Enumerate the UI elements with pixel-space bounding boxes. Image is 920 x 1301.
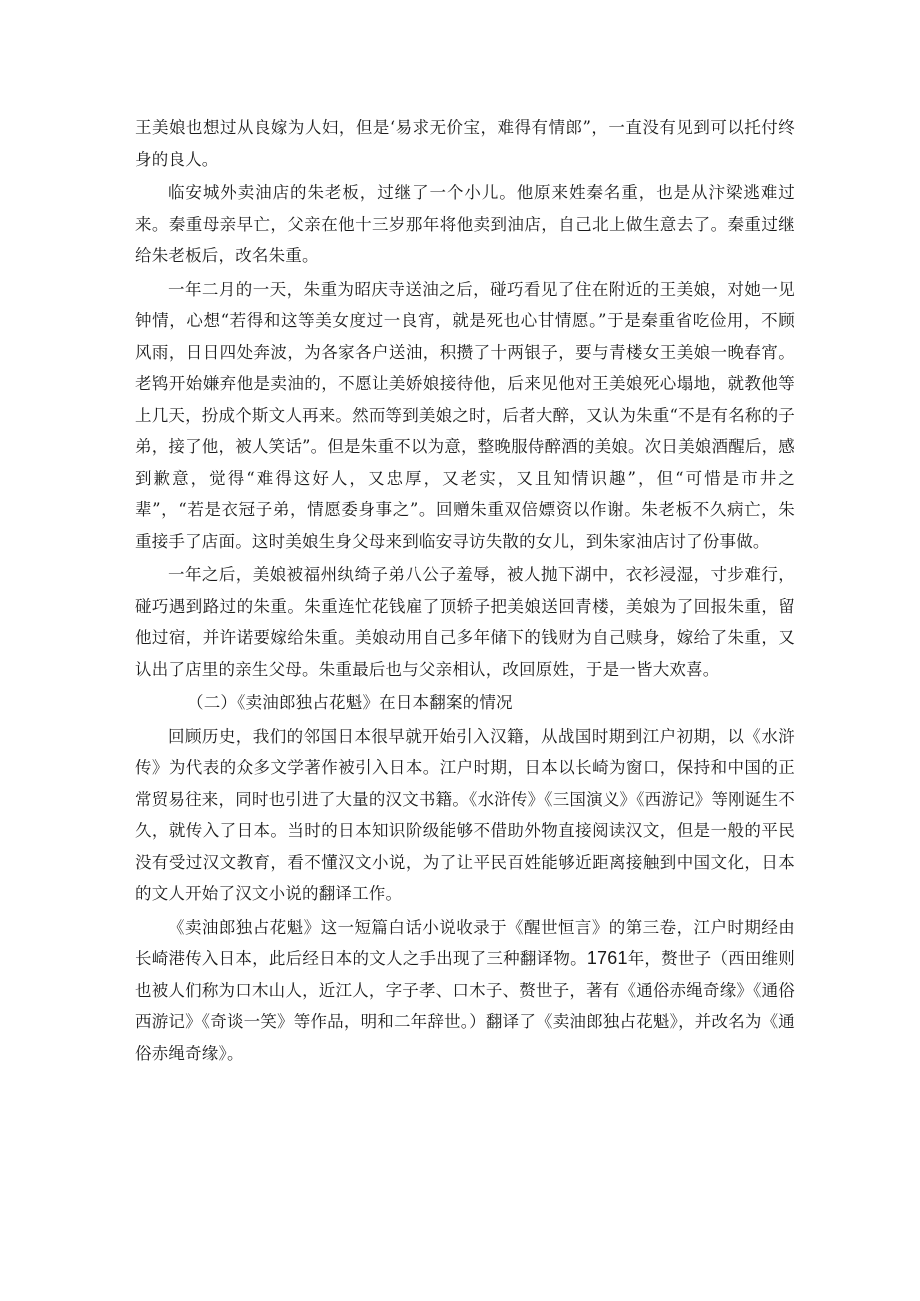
section-heading: （二）《卖油郎独占花魁》在日本翻案的情况 — [187, 693, 513, 712]
paragraph-6-before-year: 《卖油郎独占花魁》这一短篇白话小说收录于《醒世恒言》的第三卷，江户时期经由长崎港传入日本，此后经日本的文人之手出现了三种翻译物。 — [135, 917, 795, 968]
paragraph-3: 一年二月的一天，朱重为昭庆寺送油之后，碰巧看见了住在附近的王美娘，对她一见钟情，心想“若得和这等美女度过一良宵，就是死也心甘情愿。”于是秦重省吃俭用，不顾风雨，日日四处奔波，为各家各户送油，积攒了十两银子，要与青楼女王美娘一晚春宵。老鸨开始嫌弃他是卖油的，不愿让美娇娘接待他，后来见他对王美娘死心塌地，就教他等上几天，扮成个斯文人再来。然而等到美娘之时，后者大醉，又认为朱重“不是有名称的子弟，接了他，被人笑话”。但是朱重不以为意，整晚服侍醉酒的美娘。次日美娘酒醒后，感到歉意，觉得“难得这好人，又忠厚，又老实，又且知情识趣”，但“可惜是市井之辈”，“若是衣冠子弟，情愿委身事之”。回赠朱重双倍嫖资以作谢。朱老板不久病亡，朱重接手了店面。这时美娘生身父母来到临安寻访失散的女儿，到朱家油店讨了份事做。 — [135, 279, 795, 551]
paragraph-6 — [135, 912, 795, 1070]
paragraph-2: 临安城外卖油店的朱老板，过继了一个小儿。他原来姓秦名重，也是从汴梁逃难过来。秦重母亲早亡，父亲在他十三岁那年将他卖到油店，自己北上做生意去了。秦重过继给朱老板后，改名朱重。 — [135, 183, 795, 265]
paragraph-4: 一年之后，美娘被福州纨绮子弟八公子羞辱，被人抛下湖中，衣衫浸湿，寸步难行，碰巧遇到路过的朱重。朱重连忙花钱雇了顶轿子把美娘送回青楼，美娘为了回报朱重，留他过宿，并许诺要嫁给朱重。美娘动用自己多年储下的钱财为自己赎身，嫁给了朱重，又认出了店里的亲生父母。朱重最后也与父亲相认，改回原姓，于是一皆大欢喜。 — [135, 565, 795, 679]
document-page — [135, 112, 795, 1071]
paragraph-1: 王美娘也想过从良嫁为人妇，但是‘易求无价宝，难得有情郎”，一直没有见到可以托付终身的良人。 — [135, 118, 795, 169]
paragraph-6-after-year: 年，赘世子（西田维则也被人们称为口木山人，近江人，字子孝、口木子、赘世子，著有《通俗赤绳奇缘》《通俗西游记》《奇谈一笑》等作品，明和二年辞世。）翻译了《卖油郎独占花魁》，并改名为《通俗赤绳奇缘》。 — [135, 949, 795, 1063]
year-number: 1761 — [586, 948, 628, 968]
paragraph-5: 回顾历史，我们的邻国日本很早就开始引入汉籍，从战国时期到江户初期，以《水浒传》为代表的众多文学著作被引入日本。江户时期，日本以长崎为窗口，保持和中国的正常贸易往来，同时也引进了大量的汉文书籍。《水浒传》《三国演义》《西游记》等刚诞生不久，就传入了日本。当时的日本知识阶级能够不借助外物直接阅读汉文，但是一般的平民没有受过汉文教育，看不懂汉文小说，为了让平民百姓能够近距离接触到中国文化，日本的文人开始了汉文小说的翻译工作。 — [135, 726, 795, 903]
